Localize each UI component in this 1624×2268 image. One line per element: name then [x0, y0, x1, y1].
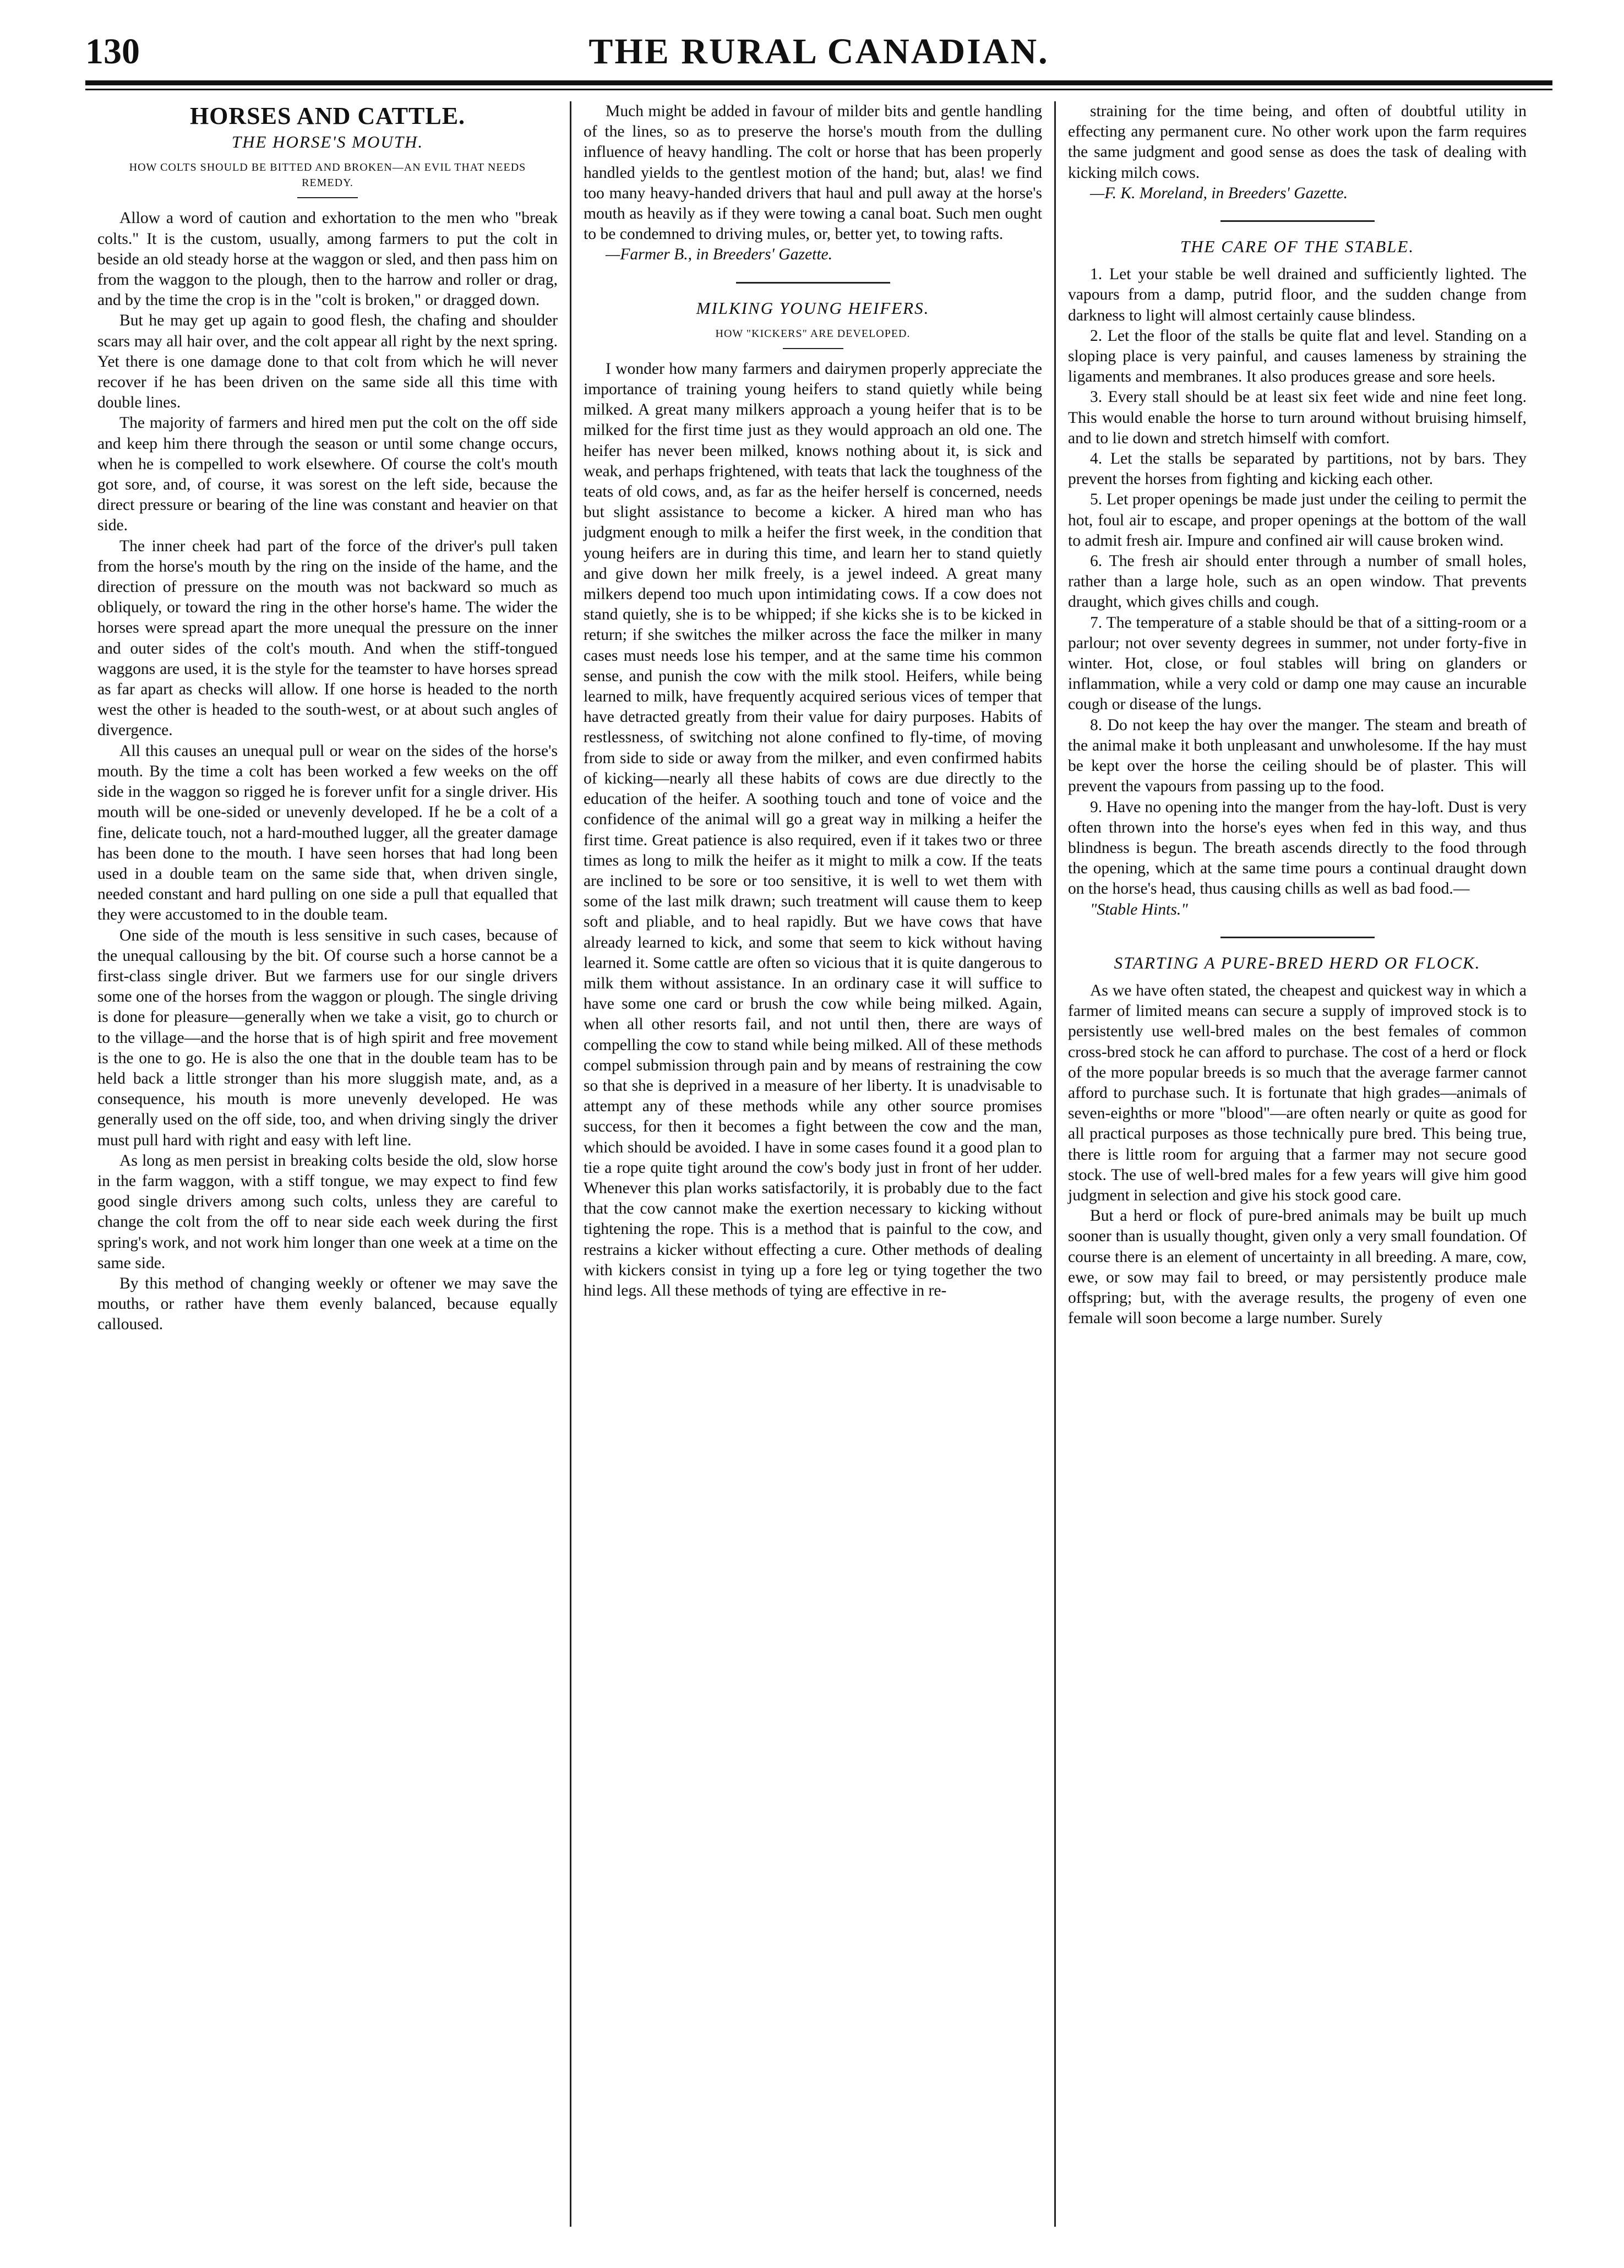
masthead: [85, 28, 1552, 73]
article-separator: [1220, 937, 1375, 938]
masthead-rule-thick: [85, 80, 1552, 85]
numbered-list: [1068, 264, 1527, 899]
article-subtitle: HOW "KICKERS" ARE DEVELOPED.: [715, 327, 911, 340]
article-body: [1068, 981, 1527, 1329]
article-separator: [736, 282, 890, 284]
paragraph: As we have often stated, the cheapest and quickest way in which a farmer of limited means can secure a supply of improved stock is to persistently use well-bred males on the best females of common cross-bred stock he can afford to purchase. The cost of a herd or flock of the more popular breeds is so much that the average farmer cannot afford to purchase such. It is fortunate that high grades—animals of seven-eighths or more "blood"—are often nearly or quite as good for all practical purposes as those technically pure bred. This being true, there is little room for arguing that a farmer may not secure good stock. The use of well-bred males for a few years will give him good judgment in selection and give his stock good care.: [1068, 981, 1527, 1204]
divider: [297, 197, 358, 198]
article-body-continued: [584, 101, 1042, 244]
columns: [85, 101, 1552, 2227]
article-separator: [1220, 220, 1375, 222]
paragraph: 4. Let the stalls be separated by partitions, not by bars. They prevent the horses from fighting and kicking each other.: [1068, 450, 1527, 488]
column-1: [85, 101, 570, 2227]
article-body: [97, 208, 558, 1335]
paragraph: Allow a word of caution and exhortation to the men who "break colts." It is the custom, usually, among farmers to put the colt in beside an old steady horse at the waggon or sled, and then pass him on from the waggon to the plough, then to the harrow and roller or drag, and by the time the crop is in the "colt is broken," or dragged down.: [97, 209, 558, 309]
article-body: [584, 359, 1042, 1301]
article-title-horses-mouth: THE HORSE'S MOUTH.: [231, 132, 424, 152]
paragraph: But a herd or flock of pure-bred animals may be built up much sooner than is usually thought, given only a very small foundation. Of course there is an element of uncertainty in all breeding. A mare, cow, ewe, or sow may fail to breed, or may persistently produce male offspring; but, with the average results, the progeny of even one female will soon become a large number. Surely: [1068, 1207, 1527, 1328]
article-title-pure-bred-herd: STARTING A PURE-BRED HERD OR FLOCK.: [1114, 953, 1481, 972]
paragraph: 5. Let proper openings be made just under the ceiling to permit the hot, foul air to escape, and proper openings at the bottom of the wall to admit fresh air. Impure and confined air will cause broken wind.: [1068, 491, 1527, 550]
column-2: [570, 101, 1054, 2227]
paragraph: 2. Let the floor of the stalls be quite flat and level. Standing on a sloping place is very painful, and causes lameness by straining the ligaments and membranes. It also produces grease and sore heels.: [1068, 327, 1527, 386]
paragraph: Much might be added in favour of milder bits and gentle handling of the lines, so as to preserve the horse's mouth from the dulling influence of heavy handling. The colt or horse that has been properly handled yields to the gentlest motion of the hand; but, alas! we find too many heavy-handed drivers that haul and pull away at the horse's mouth as heavily as if they were towing a canal boat. Such men ought to be condemned to driving mules, or, better yet, to towing rafts.: [584, 102, 1042, 243]
article-subtitle: HOW COLTS SHOULD BE BITTED AND BROKEN—AN EVIL THAT NEEDS REMEDY.: [129, 161, 526, 189]
paragraph: straining for the time being, and often of doubtful utility in effecting any permanent cure. No other work upon the farm requires the same judgment and good sense as does the task of dealing with kicking milch cows.: [1068, 102, 1527, 182]
paragraph: I wonder how many farmers and dairymen properly appreciate the importance of training young heifers to stand quietly while being milked. A great many milkers approach a young heifer that is to be milked for the first time just as they would approach an old one. The heifer has never been milked, knows nothing about it, is sick and weak, and perhaps frightened, with teats that lack the toughness of the teats of old cows, and, as far as the heifer herself is concerned, needs but slight assistance to become a kicker. A hired man who has judgment enough to milk a heifer the first week, in the condition that young heifers are in during this time, and learn her to stand quietly and give down her milk freely, is a jewel indeed. A great many milkers depend too much upon intimidating cows. If a cow does not stand quietly, she is to be whipped; if she kicks she is to be kicked in return; if she switches the milker across the face the milker in many cases must needs lose his temper, and at the same time his common sense, and punish the cow with the milk stool. Heifers, while being learned to milk, have frequently acquired serious vices of temper that have detracted greatly from their value for dairy purposes. Habits of restlessness, of switching not alone confined to fly-time, of moving from side to side or away from the milker, and even confirmed habits of kicking—nearly all these habits of cows are due directly to the education of the heifer. A soothing touch and tone of voice and the confidence of the animal will go a great way in milking a heifer the first time. Great patience is also required, even if it takes two or three times as long to milk the heifer as it might to milk a cow. If the teats are inclined to be sore or too sensitive, it is well to wet them with some of the last milk drawn; such treatment will cause them to keep soft and pliable, and to heal rapidly. But we have cows that have already learned to kick, and some that seem to kick without having learned it. Some cattle are often so vicious that it is quite dangerous to milk them without assistance. In an ordinary case it will suffice to have some one card or brush the cow while being milked. Again, when all other resorts fail, and not until then, there are ways of compelling the cow to stand while being milked. All of these methods compel submission through pain and by means of restraining the cow so that she is deprived in a measure of her liberty. It is unadvisable to attempt any of these methods while any other source promises success, for then it becomes a fight between the cow and the man, which should be avoided. I have in some cases found it a good plan to tie a rope quite tight around the cow's body just in front of her udder. Whenever this plan works satisfactorily, it is probably due to the fact that the cow cannot make the exertion necessary to kicking without tightening the rope. This is a method that is painful to the cow, and restrains a kicker without effecting a cure. Other methods of dealing with kickers consist in tying up a fore leg or tying together the two hind legs. All these methods of tying are effective in re-: [584, 360, 1042, 1299]
article-credit: "Stable Hints.": [1090, 900, 1188, 918]
paragraph: By this method of changing weekly or oftener we may save the mouths, or rather have them evenly balanced, because equally calloused.: [97, 1274, 558, 1334]
paragraph: 6. The fresh air should enter through a number of small holes, rather than a large hole, such as an open window. That prevents draught, which gives chills and cough.: [1068, 552, 1527, 611]
paragraph: But he may get up again to good flesh, the chafing and shoulder scars may all hair over, and the colt appear all right by the next spring. Yet there is one damage done to that colt from which he will never recover if he has been driven on the same side all this time with double lines.: [97, 312, 558, 412]
paragraph: 8. Do not keep the hay over the manger. The steam and breath of the animal make it both unpleasant and unwholesome. If the hay must be kept over the horse the ceiling should be of plaster. This will prevent the vapours from passing up to the food.: [1068, 716, 1527, 796]
article-title-care-of-stable: THE CARE OF THE STABLE.: [1180, 237, 1415, 257]
paragraph: One side of the mouth is less sensitive in such cases, because of the unequal callousing by the bit. Of course such a horse cannot be a first-class single driver. But we farmers use for our single drivers some one of the horses from the waggon or plough. The single driving is done for pleasure—generally when we take a visit, go to church or to the village—and the horse that is of high spirit and free movement is the one to go. He is also the one that in the double team has to be held back a little stronger than his more sluggish mate, and, as a consequence, his mouth is more unevenly developed. He was generally used on the off side, too, and when driving singly the driver must pull hard with right and easy with left line.: [97, 926, 558, 1149]
paragraph: 9. Have no opening into the manger from the hay-loft. Dust is very often thrown into the horse's eyes when fed in this way, and thus blindness is begun. The breath ascends directly to the food through the opening, which at the same time pours a continual draught down on the horse's head, thus causing chills as well as bad food.—: [1068, 798, 1527, 898]
divider: [783, 348, 843, 349]
section-heading: HORSES AND CATTLE.: [189, 102, 466, 129]
article-body-continued: [1068, 101, 1527, 183]
paragraph: 3. Every stall should be at least six feet wide and nine feet long. This would enable the horse to turn around without bruising himself, and to lie down and stretch himself with comfort.: [1068, 388, 1527, 447]
masthead-rule-thin: [85, 89, 1552, 90]
journal-title: THE RURAL CANADIAN.: [588, 31, 1049, 72]
article-title-milking-heifers: MILKING YOUNG HEIFERS.: [696, 298, 930, 318]
page-number: 130: [85, 31, 140, 72]
paragraph: As long as men persist in breaking colts beside the old, slow horse in the farm waggon, with a stiff tongue, we may expect to find few good single drivers among such colts, unless they are careful to change the colt from the off to near side each week during the first spring's work, and not work him longer than one week at a time on the same side.: [97, 1151, 558, 1272]
paragraph: All this causes an unequal pull or wear on the sides of the horse's mouth. By the time a colt has been worked a few weeks on the off side in the waggon so rigged he is forever unfit for a single driver. His mouth will be one-sided or unevenly developed. If he be a colt of a fine, delicate touch, not a hard-mouthed lugger, all the greater damage has been done to the mouth. I have seen horses that had long been used in a double team on the same side that, when driven single, needed constant and hard pulling on one side a pull that equalled that they were accustomed to in the double team.: [97, 742, 558, 924]
paragraph: The majority of farmers and hired men put the colt on the off side and keep him there through the season or until some change occurs, when he is compelled to work elsewhere. Of course the colt's mouth got sore, and, of course, it was sorest on the left side, because the direct pressure or bearing of the line was constant and heavier on that side.: [97, 414, 558, 535]
article-credit: —Farmer B., in Breeders' Gazette.: [606, 246, 833, 264]
column-3: [1054, 101, 1539, 2227]
paragraph: 7. The temperature of a stable should be that of a sitting-room or a parlour; not over seventy degrees in summer, not under forty-five in winter. Hot, close, or foul stables will bring on glanders or inflammation, while a very cold or damp one may cause an incurable cough or disease of the lungs.: [1068, 613, 1527, 714]
article-credit: —F. K. Moreland, in Breeders' Gazette.: [1090, 184, 1348, 202]
paragraph: The inner cheek had part of the force of the driver's pull taken from the horse's mouth by the ring on the inside of the hame, and the direction of pressure on the mouth was not backward so much as obliquely, or toward the ring in the other horse's hame. The wider the horses were spread apart the more unequal the pressure on the inner and outer sides of the colt's mouth. And when the stiff-tongued waggons are used, it is the style for the teamster to have horses spread as far apart as checks will allow. If one horse is headed to the north west the other is headed to the south-west, or at about such angles of divergence.: [97, 537, 558, 739]
paragraph: 1. Let your stable be well drained and sufficiently lighted. The vapours from a damp, putrid floor, and the sudden change from darkness to light will almost certainly cause blindess.: [1068, 265, 1527, 324]
